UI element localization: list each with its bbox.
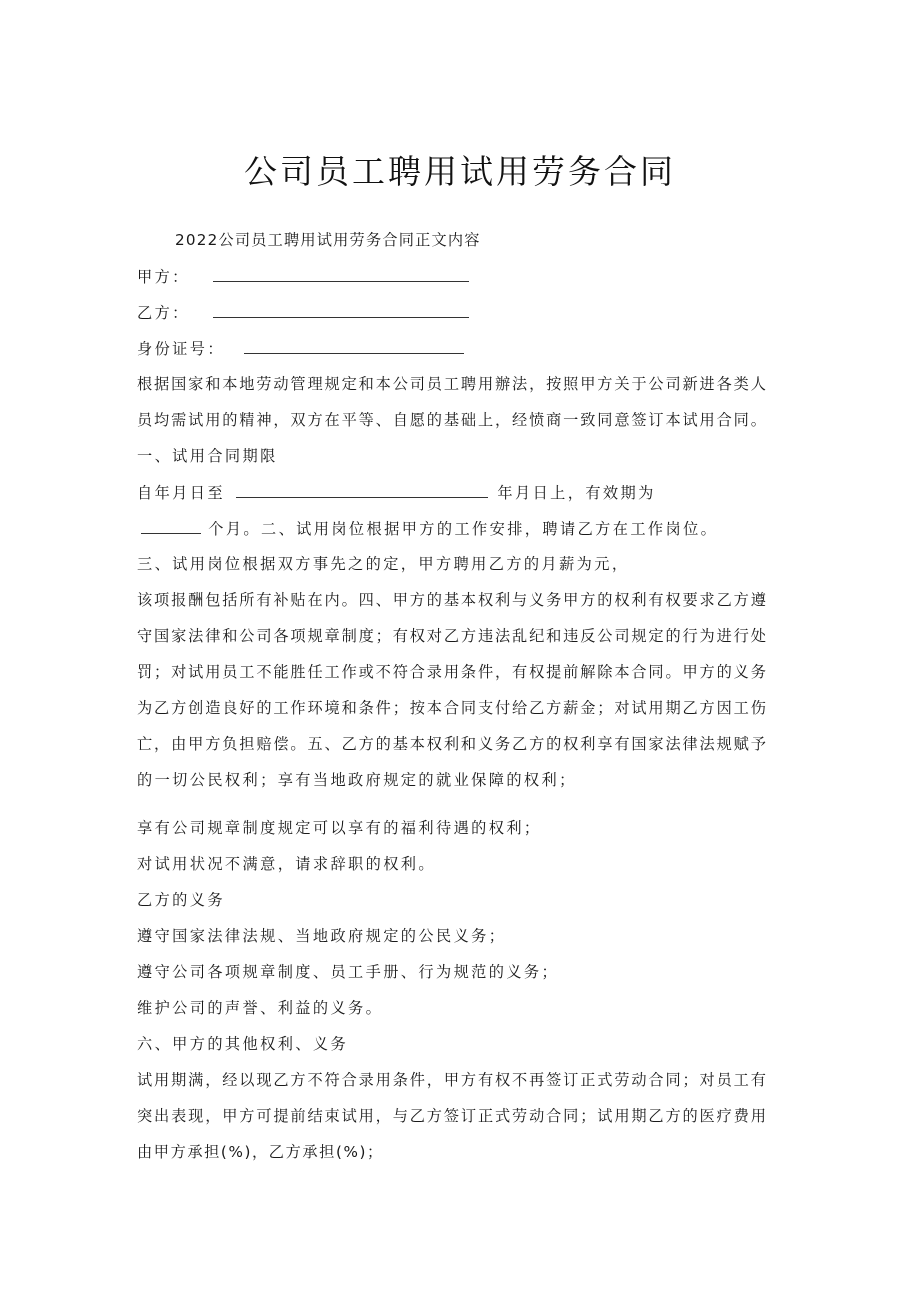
rights-line-4: 为 乙 方 创 造 良 好 的 工 作 环 境 和 条 件 ； 按 本 合 同 支 付 给 乙 方 薪 金 ； 对 试 用 期 乙 方 因 工 伤 xyxy=(137,699,766,717)
list-item: 享有公司规章制度规定可以享有的福利待遇的权利； xyxy=(137,819,542,837)
rights-line-6: 的一切公民权利；享有当地政府规定的就业保障的权利； xyxy=(137,771,577,789)
rights-line-5: 亡 ， 由 甲 方 负 担 赔 偿 。 五 、 乙 方 的 基 本 权 利 和 义 务 乙 方 的 权 利 享 有 国 家 法 律 法 规 赋 予 xyxy=(137,735,766,753)
section-6-line-2: 突 出 表 现 ， 甲 方 可 提 前 结 束 试 用 ， 与 乙 方 签 订 正 式 劳 动 合 同 ； 试 用 期 乙 方 的 医 疗 费 用 xyxy=(137,1107,766,1125)
rights-line-2: 守 国 家 法 律 和 公 司 各 项 规 章 制 度 ； 有 权 对 乙 方 违 法 乱 纪 和 违 反 公 司 规 定 的 行 为 进 行 处 xyxy=(137,627,766,645)
party-b-field xyxy=(137,302,469,323)
section-6-line-3: 由甲方承担(%)，乙方承担(%)； xyxy=(137,1143,384,1161)
rights-line-3: 罚 ； 对 试 用 员 工 不 能 胜 任 工 作 或 不 符 合 录 用 条 件 ， 有 权 提 前 解 除 本 合 同 。 甲 方 的 义 务 xyxy=(137,663,766,681)
period-date-blank xyxy=(236,482,488,498)
id-number-blank xyxy=(244,338,464,354)
party-a-label: 甲方： xyxy=(137,268,190,286)
period-start-text: 自年月日至 xyxy=(137,484,225,502)
rights-line-1: 该 项 报 酬 包 括 所 有 补 贴 在 内 。 四 、 甲 方 的 基 本 权 利 与 义 务 甲 方 的 权 利 有 权 要 求 乙 方 遵 xyxy=(137,591,766,609)
period-line-2 xyxy=(141,518,718,539)
party-a-field xyxy=(137,266,469,287)
section-1-heading: 一、试用合同期限 xyxy=(137,447,278,465)
list-item: 维护公司的声誉、利益的义务。 xyxy=(137,999,384,1017)
id-number-field xyxy=(137,338,464,359)
id-number-label: 身份证号： xyxy=(137,340,225,358)
section-3-text: 三、试用岗位根据双方事先之的定，甲方聘用乙方的月薪为元， xyxy=(137,555,630,573)
intro-line-2: 员 均 需 试 用 的 精 神 ， 双 方 在 平 等 、 自 愿 的 基 础 上 ， 经 愤 商 一 致 同 意 签 订 本 试 用 合 同 。 xyxy=(137,411,766,429)
document-title: 公司员工聘用试用劳务合同 xyxy=(244,152,676,191)
list-item: 对试用状况不满意，请求辞职的权利。 xyxy=(137,855,436,873)
document-subtitle: 2022公司员工聘用试用劳务合同正文内容 xyxy=(175,231,481,249)
section-6-line-1: 试 用 期 满 ， 经 以 现 乙 方 不 符 合 录 用 条 件 ， 甲 方 有 权 不 再 签 订 正 式 劳 动 合 同 ； 对 员 工 有 xyxy=(137,1071,766,1089)
party-b-label: 乙方： xyxy=(137,304,190,322)
party-a-blank xyxy=(213,266,469,282)
intro-line-1: 根 据 国 家 和 本 地 劳 动 管 理 规 定 和 本 公 司 员 工 聘 用 辦 法 ， 按 照 甲 方 关 于 公 司 新 进 各 类 人 xyxy=(137,375,766,393)
list-item: 遵守国家法律法规、当地政府规定的公民义务； xyxy=(137,927,507,945)
party-b-blank xyxy=(213,302,469,318)
list-item: 遵守公司各项规章制度、员工手册、行为规范的义务； xyxy=(137,963,560,981)
section-6-heading: 六、甲方的其他权利、义务 xyxy=(137,1035,349,1053)
period-line-2-text: 个月。二、试用岗位根据甲方的工作安排，聘请乙方在工作岗位。 xyxy=(208,520,719,538)
party-b-duties-heading: 乙方的义务 xyxy=(137,891,225,909)
period-line-1 xyxy=(137,482,656,503)
months-blank xyxy=(141,518,201,534)
period-end-text: 年月日上，有效期为 xyxy=(497,484,656,502)
